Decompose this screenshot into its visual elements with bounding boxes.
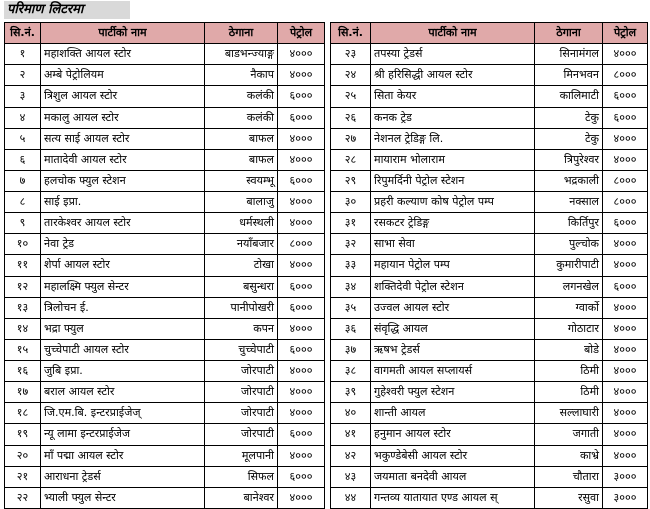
table-row bbox=[331, 339, 648, 360]
cell-sn: २७ bbox=[331, 128, 371, 149]
cell-party-name: मायाराम भोलाराम bbox=[371, 149, 535, 170]
table-row bbox=[331, 65, 648, 86]
cell-address: त्रिपुरेश्वर bbox=[535, 149, 603, 170]
cell-address: जोरपाटी bbox=[205, 403, 278, 424]
table-row bbox=[5, 403, 325, 424]
cell-party-name: ऋषभ ट्रेडर्स bbox=[371, 339, 535, 360]
cell-party-name: माँ पद्मा आयल स्टोर bbox=[41, 445, 205, 466]
cell-address: नक्साल bbox=[535, 192, 603, 213]
table-row bbox=[331, 361, 648, 382]
header-address: ठेगाना bbox=[205, 23, 278, 44]
cell-party-name: त्रिलोचन ई. bbox=[41, 297, 205, 318]
cell-sn: ३ bbox=[5, 86, 41, 107]
cell-party-name: न्यू लामा इन्टरप्राईजेज bbox=[41, 424, 205, 445]
cell-sn: ३३ bbox=[331, 255, 371, 276]
cell-petrol: ४००० bbox=[603, 382, 648, 403]
cell-address: कपन bbox=[205, 318, 278, 339]
cell-sn: २ bbox=[5, 65, 41, 86]
table-row bbox=[5, 339, 325, 360]
cell-sn: ११ bbox=[5, 255, 41, 276]
cell-sn: ३९ bbox=[331, 382, 371, 403]
cell-party-name: अम्बे पेट्रोलियम bbox=[41, 65, 205, 86]
cell-party-name: महाशक्ति आयल स्टोर bbox=[41, 44, 205, 65]
cell-petrol: ६००० bbox=[278, 276, 325, 297]
cell-party-name: मकालु आयल स्टोर bbox=[41, 107, 205, 128]
cell-party-name: भद्रा फ्युल bbox=[41, 318, 205, 339]
table-row bbox=[331, 44, 648, 65]
cell-petrol: ४००० bbox=[603, 445, 648, 466]
cell-address: धर्मस्थली bbox=[205, 213, 278, 234]
table-row bbox=[331, 170, 648, 191]
table-row bbox=[5, 466, 325, 487]
table-row bbox=[5, 255, 325, 276]
cell-petrol: ४००० bbox=[278, 192, 325, 213]
cell-address: बाडभन्ज्याङ्ग bbox=[205, 44, 278, 65]
cell-sn: ८ bbox=[5, 192, 41, 213]
cell-petrol: ६००० bbox=[603, 86, 648, 107]
cell-petrol: ४००० bbox=[278, 255, 325, 276]
cell-petrol: ६००० bbox=[278, 86, 325, 107]
table-row bbox=[5, 424, 325, 445]
cell-sn: ४३ bbox=[331, 466, 371, 487]
table-row bbox=[5, 149, 325, 170]
cell-party-name: मातादेवी आयल स्टोर bbox=[41, 149, 205, 170]
cell-address: सिनामंगल bbox=[535, 44, 603, 65]
cell-sn: १० bbox=[5, 234, 41, 255]
table-row bbox=[331, 297, 648, 318]
table-row bbox=[5, 213, 325, 234]
cell-address: गोठाटार bbox=[535, 318, 603, 339]
cell-petrol: ६००० bbox=[278, 170, 325, 191]
cell-party-name: नेशनल ट्रेडिङ्ग लि. bbox=[371, 128, 535, 149]
cell-party-name: हलचोक फ्युल स्टेशन bbox=[41, 170, 205, 191]
cell-sn: २० bbox=[5, 445, 41, 466]
cell-party-name: नेवा ट्रेड bbox=[41, 234, 205, 255]
cell-party-name: गन्तव्य यातायात एण्ड आयल स् bbox=[371, 487, 535, 508]
cell-sn: ३० bbox=[331, 192, 371, 213]
cell-petrol: ३००० bbox=[603, 466, 648, 487]
cell-petrol: ४००० bbox=[278, 44, 325, 65]
cell-sn: १५ bbox=[5, 339, 41, 360]
cell-party-name: भकुण्डेबेसी आयल स्टोर bbox=[371, 445, 535, 466]
cell-party-name: जुबि इप्रा. bbox=[41, 361, 205, 382]
cell-petrol: ४००० bbox=[278, 149, 325, 170]
cell-address: बालाजु bbox=[205, 192, 278, 213]
cell-petrol: ६००० bbox=[603, 107, 648, 128]
header-sn: सि.नं. bbox=[331, 23, 371, 44]
cell-sn: १३ bbox=[5, 297, 41, 318]
table-row bbox=[5, 361, 325, 382]
cell-petrol: ४००० bbox=[278, 65, 325, 86]
cell-petrol: ६००० bbox=[278, 424, 325, 445]
cell-petrol: ६००० bbox=[603, 276, 648, 297]
table-row bbox=[5, 44, 325, 65]
cell-sn: ५ bbox=[5, 128, 41, 149]
table-row bbox=[331, 107, 648, 128]
cell-sn: ३४ bbox=[331, 276, 371, 297]
fuel-dealers-table-right bbox=[330, 22, 648, 509]
table-row bbox=[331, 128, 648, 149]
cell-sn: १४ bbox=[5, 318, 41, 339]
header-address: ठेगाना bbox=[535, 23, 603, 44]
cell-petrol: ६००० bbox=[278, 339, 325, 360]
cell-petrol: ८००० bbox=[603, 192, 648, 213]
cell-party-name: चुच्चेपाटी आयल स्टोर bbox=[41, 339, 205, 360]
cell-sn: १७ bbox=[5, 382, 41, 403]
cell-petrol: ३००० bbox=[603, 487, 648, 508]
cell-party-name: सिता केयर bbox=[371, 86, 535, 107]
cell-address: स्वयम्भू bbox=[205, 170, 278, 191]
cell-address: पुल्चोक bbox=[535, 234, 603, 255]
cell-sn: ४२ bbox=[331, 445, 371, 466]
cell-party-name: तारकेश्वर आयल स्टोर bbox=[41, 213, 205, 234]
cell-petrol: ८००० bbox=[603, 65, 648, 86]
cell-address: नैकाप bbox=[205, 65, 278, 86]
table-row bbox=[331, 403, 648, 424]
cell-address: चुच्चेपाटी bbox=[205, 339, 278, 360]
cell-address: मिनभवन bbox=[535, 65, 603, 86]
cell-party-name: शेर्पा आयल स्टोर bbox=[41, 255, 205, 276]
header-row bbox=[331, 23, 648, 44]
cell-address: लगनखेल bbox=[535, 276, 603, 297]
cell-petrol: ४००० bbox=[603, 149, 648, 170]
table-row bbox=[331, 213, 648, 234]
cell-petrol: ४००० bbox=[278, 382, 325, 403]
cell-sn: २६ bbox=[331, 107, 371, 128]
table-row bbox=[331, 86, 648, 107]
cell-address: कुमारीपाटी bbox=[535, 255, 603, 276]
cell-petrol: ४००० bbox=[603, 255, 648, 276]
header-petrol: पेट्रोल bbox=[603, 23, 648, 44]
table-row bbox=[331, 234, 648, 255]
cell-sn: २४ bbox=[331, 65, 371, 86]
table-row bbox=[5, 128, 325, 149]
cell-petrol: ४००० bbox=[603, 128, 648, 149]
cell-party-name: उज्वल आयल स्टोर bbox=[371, 297, 535, 318]
cell-address: रसुवा bbox=[535, 487, 603, 508]
cell-address: किर्तिपुर bbox=[535, 213, 603, 234]
cell-sn: ३७ bbox=[331, 339, 371, 360]
cell-address: कलंकी bbox=[205, 86, 278, 107]
cell-sn: २२ bbox=[5, 487, 41, 508]
table-row bbox=[331, 445, 648, 466]
cell-party-name: शान्ती आयल bbox=[371, 403, 535, 424]
cell-address: टेकु bbox=[535, 128, 603, 149]
cell-address: सल्लाघारी bbox=[535, 403, 603, 424]
cell-petrol: ४००० bbox=[603, 44, 648, 65]
table-row bbox=[5, 297, 325, 318]
cell-petrol: ४००० bbox=[278, 403, 325, 424]
cell-sn: ३६ bbox=[331, 318, 371, 339]
cell-address: काभ्रे bbox=[535, 445, 603, 466]
cell-sn: १९ bbox=[5, 424, 41, 445]
cell-party-name: रिपुमर्दिनी पेट्रोल स्टेशन bbox=[371, 170, 535, 191]
cell-party-name: संवृद्धि आयल bbox=[371, 318, 535, 339]
cell-party-name: जयमाता बनदेवी आयल bbox=[371, 466, 535, 487]
cell-sn: ७ bbox=[5, 170, 41, 191]
cell-sn: १८ bbox=[5, 403, 41, 424]
table-title: परिमाण लिटरमा bbox=[4, 1, 130, 19]
cell-sn: ३१ bbox=[331, 213, 371, 234]
cell-petrol: ४००० bbox=[603, 403, 648, 424]
cell-petrol: ६००० bbox=[603, 213, 648, 234]
cell-address: जोरपाटी bbox=[205, 361, 278, 382]
cell-address: टेकु bbox=[535, 107, 603, 128]
table-row bbox=[331, 382, 648, 403]
table-row bbox=[331, 255, 648, 276]
cell-sn: १ bbox=[5, 44, 41, 65]
cell-party-name: श्री हरिसिद्धी आयल स्टोर bbox=[371, 65, 535, 86]
cell-sn: १२ bbox=[5, 276, 41, 297]
cell-sn: २१ bbox=[5, 466, 41, 487]
cell-petrol: ४००० bbox=[603, 234, 648, 255]
cell-party-name: रसकटर ट्रेडिङ्ग bbox=[371, 213, 535, 234]
cell-address: कालिमाटी bbox=[535, 86, 603, 107]
cell-address: बाफल bbox=[205, 128, 278, 149]
cell-party-name: आराधना ट्रेडर्स bbox=[41, 466, 205, 487]
cell-sn: ४ bbox=[5, 107, 41, 128]
cell-sn: ४० bbox=[331, 403, 371, 424]
table-row bbox=[331, 466, 648, 487]
cell-petrol: ४००० bbox=[603, 297, 648, 318]
cell-address: ग्वार्को bbox=[535, 297, 603, 318]
table-row bbox=[5, 86, 325, 107]
cell-petrol: ४००० bbox=[278, 213, 325, 234]
header-party-name: पार्टीको नाम bbox=[371, 23, 535, 44]
cell-party-name: शक्तिदेवी पेट्रोल स्टेशन bbox=[371, 276, 535, 297]
cell-sn: ९ bbox=[5, 213, 41, 234]
cell-sn: ४१ bbox=[331, 424, 371, 445]
cell-petrol: ४००० bbox=[603, 318, 648, 339]
table-row bbox=[5, 234, 325, 255]
cell-party-name: वागमती आयल सप्लायर्स bbox=[371, 361, 535, 382]
cell-address: ठिमी bbox=[535, 361, 603, 382]
table-row bbox=[331, 318, 648, 339]
cell-address: भद्रकाली bbox=[535, 170, 603, 191]
cell-sn: २८ bbox=[331, 149, 371, 170]
cell-petrol: ४००० bbox=[278, 128, 325, 149]
cell-petrol: ४००० bbox=[603, 361, 648, 382]
cell-petrol: ८००० bbox=[603, 170, 648, 191]
cell-party-name: महायान पेट्रोल पम्प bbox=[371, 255, 535, 276]
cell-petrol: ४००० bbox=[278, 318, 325, 339]
cell-party-name: त्रिशुल आयल स्टोर bbox=[41, 86, 205, 107]
table-row bbox=[5, 192, 325, 213]
table-row bbox=[5, 170, 325, 191]
cell-party-name: तपस्या ट्रेडर्स bbox=[371, 44, 535, 65]
cell-party-name: गुहेश्वरी फ्युल स्टेशन bbox=[371, 382, 535, 403]
table-row bbox=[5, 445, 325, 466]
cell-address: नयाँबजार bbox=[205, 234, 278, 255]
header-row bbox=[5, 23, 325, 44]
cell-address: पानीपोखरी bbox=[205, 297, 278, 318]
cell-sn: २५ bbox=[331, 86, 371, 107]
cell-petrol: ४००० bbox=[603, 339, 648, 360]
cell-party-name: भ्याली फ्युल सेन्टर bbox=[41, 487, 205, 508]
cell-address: कलंकी bbox=[205, 107, 278, 128]
cell-sn: १६ bbox=[5, 361, 41, 382]
cell-party-name: सत्य साई आयल स्टोर bbox=[41, 128, 205, 149]
cell-address: बोडे bbox=[535, 339, 603, 360]
cell-address: बसुन्धरा bbox=[205, 276, 278, 297]
cell-sn: २९ bbox=[331, 170, 371, 191]
table-row bbox=[331, 149, 648, 170]
cell-address: बानेश्वर bbox=[205, 487, 278, 508]
cell-party-name: साभा सेवा bbox=[371, 234, 535, 255]
cell-address: टोखा bbox=[205, 255, 278, 276]
cell-party-name: महालक्ष्मि फ्युल सेन्टर bbox=[41, 276, 205, 297]
table-row bbox=[5, 107, 325, 128]
cell-sn: ३८ bbox=[331, 361, 371, 382]
cell-party-name: कनक ट्रेड bbox=[371, 107, 535, 128]
cell-party-name: प्रहरी कल्याण कोष पेट्रोल पम्प bbox=[371, 192, 535, 213]
cell-address: चौतारा bbox=[535, 466, 603, 487]
cell-petrol: ४००० bbox=[278, 487, 325, 508]
table-row bbox=[5, 318, 325, 339]
table-row bbox=[331, 276, 648, 297]
cell-petrol: ६००० bbox=[278, 297, 325, 318]
header-party-name: पार्टीको नाम bbox=[41, 23, 205, 44]
cell-party-name: साई इप्रा. bbox=[41, 192, 205, 213]
table-row bbox=[5, 65, 325, 86]
cell-sn: २३ bbox=[331, 44, 371, 65]
cell-address: जोरपाटी bbox=[205, 424, 278, 445]
cell-sn: ४४ bbox=[331, 487, 371, 508]
cell-address: जोरपाटी bbox=[205, 382, 278, 403]
cell-address: सिफल bbox=[205, 466, 278, 487]
table-row bbox=[331, 192, 648, 213]
cell-address: ठिमी bbox=[535, 382, 603, 403]
cell-party-name: बराल आयल स्टोर bbox=[41, 382, 205, 403]
cell-petrol: ६००० bbox=[278, 107, 325, 128]
cell-petrol: ४००० bbox=[603, 424, 648, 445]
cell-petrol: ८००० bbox=[278, 234, 325, 255]
cell-address: मूलपानी bbox=[205, 445, 278, 466]
cell-petrol: ६००० bbox=[278, 466, 325, 487]
header-sn: सि.नं. bbox=[5, 23, 41, 44]
cell-sn: ३२ bbox=[331, 234, 371, 255]
cell-sn: ६ bbox=[5, 149, 41, 170]
cell-sn: ३५ bbox=[331, 297, 371, 318]
header-petrol: पेट्रोल bbox=[278, 23, 325, 44]
cell-party-name: हनुमान आयल स्टोर bbox=[371, 424, 535, 445]
table-row bbox=[5, 276, 325, 297]
cell-party-name: जि.एम.बि. इन्टरप्राईजेज् bbox=[41, 403, 205, 424]
cell-address: बाफल bbox=[205, 149, 278, 170]
table-row bbox=[331, 424, 648, 445]
fuel-dealers-table-left bbox=[4, 22, 325, 509]
table-row bbox=[5, 382, 325, 403]
cell-petrol: ४००० bbox=[278, 445, 325, 466]
cell-petrol: ४००० bbox=[278, 361, 325, 382]
cell-address: जगाती bbox=[535, 424, 603, 445]
